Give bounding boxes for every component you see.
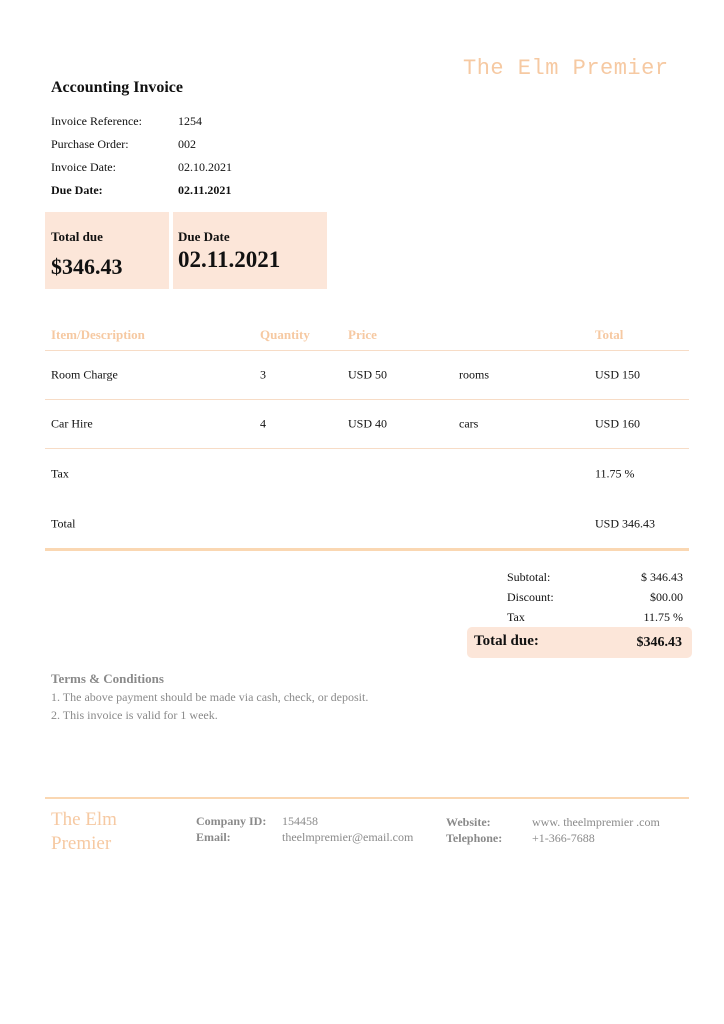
meta-label: Due Date: <box>51 183 103 197</box>
summary-total-due-label: Total due: <box>474 633 539 649</box>
footer-contact-info <box>446 815 660 847</box>
row-qty: 3 <box>260 367 266 382</box>
company-id-row <box>196 814 413 830</box>
terms-line: 2. This invoice is valid for 1 week. <box>51 708 218 722</box>
website-value[interactable]: www. theelmpremier .com <box>532 815 660 829</box>
meta-label: Invoice Date: <box>51 160 116 174</box>
summary-tax-label: Tax <box>507 610 525 624</box>
tax-value: 11.75 % <box>595 466 635 481</box>
telephone-label: Telephone: <box>446 831 503 845</box>
terms-line: 1. The above payment should be made via cash, check, or deposit. <box>51 690 369 704</box>
invoice-title: Accounting Invoice <box>51 79 183 96</box>
discount-label: Discount: <box>507 590 554 604</box>
table-row <box>45 351 689 400</box>
meta-label: Invoice Reference: <box>51 114 142 128</box>
header-item: Item/Description <box>51 327 145 342</box>
meta-row-reference <box>51 110 232 133</box>
row-unit: rooms <box>459 367 489 382</box>
telephone-row <box>446 831 660 847</box>
invoice-meta <box>51 110 232 202</box>
meta-row-invoice-date <box>51 156 232 179</box>
row-item: Room Charge <box>51 367 118 382</box>
footer-brand-line: The Elm <box>51 809 117 830</box>
table-header <box>45 320 689 351</box>
subtotal-value: $ 346.43 <box>641 570 683 584</box>
subtotal-row <box>505 568 685 588</box>
total-label: Total <box>51 516 76 531</box>
website-label: Website: <box>446 815 491 829</box>
footer-company-info <box>196 814 413 846</box>
summary-tax-value: 11.75 % <box>643 610 683 624</box>
company-id-label: Company ID: <box>196 814 267 828</box>
meta-row-purchase-order <box>51 133 232 156</box>
meta-value: 02.11.2021 <box>178 183 232 197</box>
header-quantity: Quantity <box>260 327 310 342</box>
table-row <box>45 400 689 449</box>
meta-value: 1254 <box>178 114 202 128</box>
meta-value: 02.10.2021 <box>178 160 232 174</box>
subtotal-label: Subtotal: <box>507 570 551 584</box>
row-total: USD 150 <box>595 367 641 382</box>
terms-and-conditions <box>51 671 368 726</box>
summary-tax-row <box>505 608 685 628</box>
meta-label: Purchase Order: <box>51 137 129 151</box>
footer-brand-line: Premier <box>51 833 112 854</box>
row-price: USD 50 <box>348 367 388 382</box>
meta-row-due-date <box>51 179 232 202</box>
row-price: USD 40 <box>348 416 388 431</box>
due-date-value: 02.11.2021 <box>178 247 281 272</box>
terms-heading: Terms & Conditions <box>51 671 164 686</box>
row-total: USD 160 <box>595 416 641 431</box>
footer-brand <box>51 808 161 856</box>
due-date-card <box>173 212 327 289</box>
header-total: Total <box>595 327 624 342</box>
footer-rule <box>45 797 689 799</box>
total-due-value: $346.43 <box>51 254 123 279</box>
summary-total-due <box>467 627 692 658</box>
total-due-card <box>45 212 169 289</box>
total-value: USD 346.43 <box>595 516 656 531</box>
email-value[interactable]: theelmpremier@email.com <box>282 830 414 844</box>
header-price: Price <box>348 327 377 342</box>
tax-label: Tax <box>51 466 69 481</box>
row-item: Car Hire <box>51 416 93 431</box>
row-qty: 4 <box>260 416 266 431</box>
due-date-label: Due Date <box>178 229 230 244</box>
email-label: Email: <box>196 830 231 844</box>
discount-row <box>505 588 685 608</box>
summary-total-due-value: $346.43 <box>636 635 682 650</box>
line-items-table <box>45 320 689 549</box>
table-bottom-rule <box>45 548 689 551</box>
email-row <box>196 830 413 846</box>
total-due-label: Total due <box>51 229 103 244</box>
row-unit: cars <box>459 416 479 431</box>
meta-value: 002 <box>178 137 196 151</box>
website-row <box>446 815 660 831</box>
telephone-value: +1-366-7688 <box>532 831 595 845</box>
total-row <box>45 499 689 549</box>
company-id-value: 154458 <box>282 814 318 828</box>
summary-block <box>505 568 685 628</box>
brand-logo-text: The Elm Premier <box>463 56 669 81</box>
tax-row <box>45 449 689 499</box>
discount-value: $00.00 <box>650 590 683 604</box>
